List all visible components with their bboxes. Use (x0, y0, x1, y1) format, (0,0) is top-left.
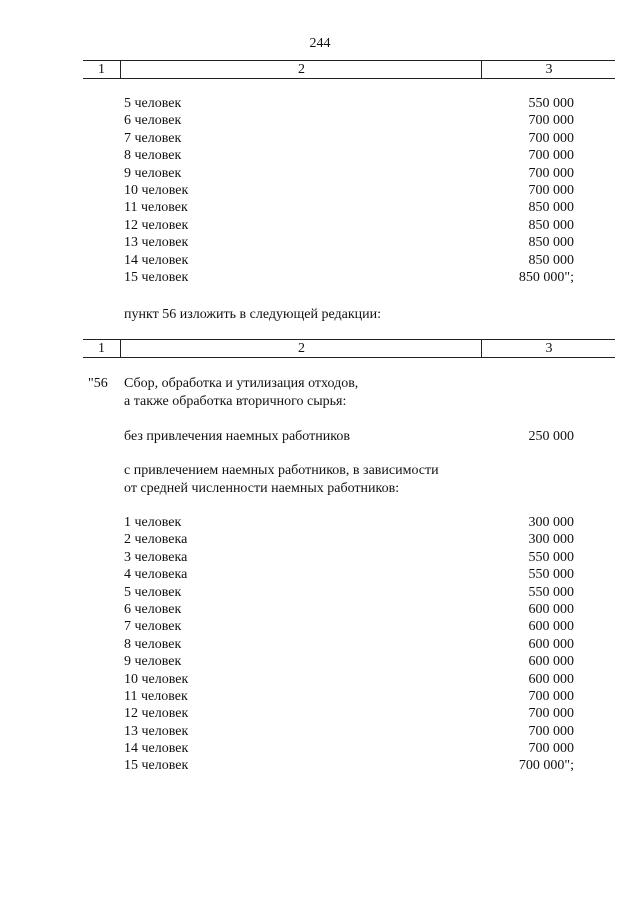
list-item (124, 112, 574, 129)
list-item (124, 618, 574, 635)
headcount-label: 5 человек (124, 584, 182, 600)
amount-value: 700 000 (528, 723, 574, 739)
amount-value: 700 000 (528, 113, 574, 129)
headcount-list-2 (124, 514, 574, 775)
list-item (124, 514, 574, 531)
item-title-line-1: Сбор, обработка и утилизация отходов, (124, 376, 359, 391)
headcount-label: 4 человека (124, 567, 188, 583)
list-item (124, 688, 574, 705)
headcount-label: 9 человек (124, 165, 182, 181)
amount-value: 600 000 (528, 671, 574, 687)
column-header-3: 3 (481, 61, 616, 78)
hire-line-1: с привлечением наемных работников, в зависимости (124, 463, 439, 478)
list-item (124, 199, 574, 216)
list-item (124, 165, 574, 182)
amount-value: 700 000 (528, 741, 574, 757)
amount-value: 550 000 (528, 584, 574, 600)
amount-value: 600 000 (528, 601, 574, 617)
column-header-1: 1 (98, 62, 105, 77)
hire-line-2: от средней численности наемных работников: (124, 481, 400, 496)
headcount-label: 2 человека (124, 532, 188, 548)
amount-value: 600 000 (528, 636, 574, 652)
headcount-label: 7 человек (124, 130, 182, 146)
headcount-label: 6 человек (124, 601, 182, 617)
headcount-label: 7 человек (124, 619, 182, 635)
amount-value: 700 000 (528, 706, 574, 722)
headcount-label: 5 человек (124, 96, 182, 111)
amount-value: 700 000 (528, 182, 574, 198)
list-item (124, 147, 574, 164)
list-item (124, 566, 574, 583)
headcount-label: 10 человек (124, 671, 189, 687)
clause-text: пункт 56 изложить в следующей редакции: (124, 307, 381, 322)
headcount-label: 13 человек (124, 723, 189, 739)
headcount-label: 8 человек (124, 148, 182, 164)
amount-value: 600 000 (528, 654, 574, 670)
headcount-label: 3 человека (124, 549, 188, 565)
no-hire-value: 250 000 (528, 429, 574, 444)
column-header-2: 2 (120, 61, 482, 78)
headcount-label: 8 человек (124, 636, 182, 652)
amount-value: 550 000 (528, 567, 574, 583)
list-item (124, 95, 574, 112)
amount-value: 550 000 (528, 549, 574, 565)
amount-value: 700 000 (528, 130, 574, 146)
amount-value: 700 000 (528, 148, 574, 164)
amount-value: 850 000 (528, 217, 574, 233)
amount-value: 850 000"; (518, 269, 574, 285)
headcount-label: 9 человек (124, 654, 182, 670)
amount-value: 700 000 (528, 688, 574, 704)
list-item (124, 217, 574, 234)
item-title-line-2: а также обработка вторичного сырья: (124, 394, 347, 409)
headcount-label: 13 человек (124, 235, 189, 251)
list-item (124, 130, 574, 147)
column-header-2: 2 (120, 340, 482, 357)
table-header (83, 60, 615, 79)
list-item (124, 182, 574, 199)
list-item (124, 671, 574, 688)
list-item (124, 723, 574, 740)
list-item (124, 740, 574, 757)
list-item (124, 636, 574, 653)
headcount-label: 14 человек (124, 252, 189, 268)
headcount-label: 12 человек (124, 217, 189, 233)
headcount-label: 1 человек (124, 515, 182, 530)
headcount-label: 6 человек (124, 113, 182, 129)
amount-value: 850 000 (528, 235, 574, 251)
headcount-label: 12 человек (124, 706, 189, 722)
list-item (124, 252, 574, 269)
list-item (124, 234, 574, 251)
amount-value: 300 000 (528, 515, 574, 530)
amount-value: 550 000 (528, 96, 574, 111)
amount-value: 300 000 (528, 532, 574, 548)
amount-value: 600 000 (528, 619, 574, 635)
headcount-label: 10 человек (124, 182, 189, 198)
page-number: 244 (309, 36, 331, 51)
amount-value: 850 000 (528, 200, 574, 216)
list-item (124, 531, 574, 548)
amount-value: 850 000 (528, 252, 574, 268)
no-hire-label: без привлечения наемных работников (124, 429, 350, 444)
list-item (124, 549, 574, 566)
item-number: "56 (88, 376, 108, 391)
amount-value: 700 000 (528, 165, 574, 181)
headcount-label: 11 человек (124, 200, 188, 216)
list-item (124, 584, 574, 601)
column-header-3: 3 (481, 340, 616, 357)
headcount-label: 11 человек (124, 688, 188, 704)
headcount-label: 14 человек (124, 741, 189, 757)
list-item (124, 601, 574, 618)
column-header-1: 1 (98, 341, 105, 356)
list-item (124, 653, 574, 670)
list-item (124, 705, 574, 722)
list-item (124, 269, 574, 286)
headcount-list-1 (124, 95, 574, 286)
headcount-label: 15 человек (124, 269, 189, 285)
headcount-label: 15 человек (124, 758, 189, 774)
list-item (124, 757, 574, 774)
amount-value: 700 000"; (518, 758, 574, 774)
table-header-2 (83, 339, 615, 358)
